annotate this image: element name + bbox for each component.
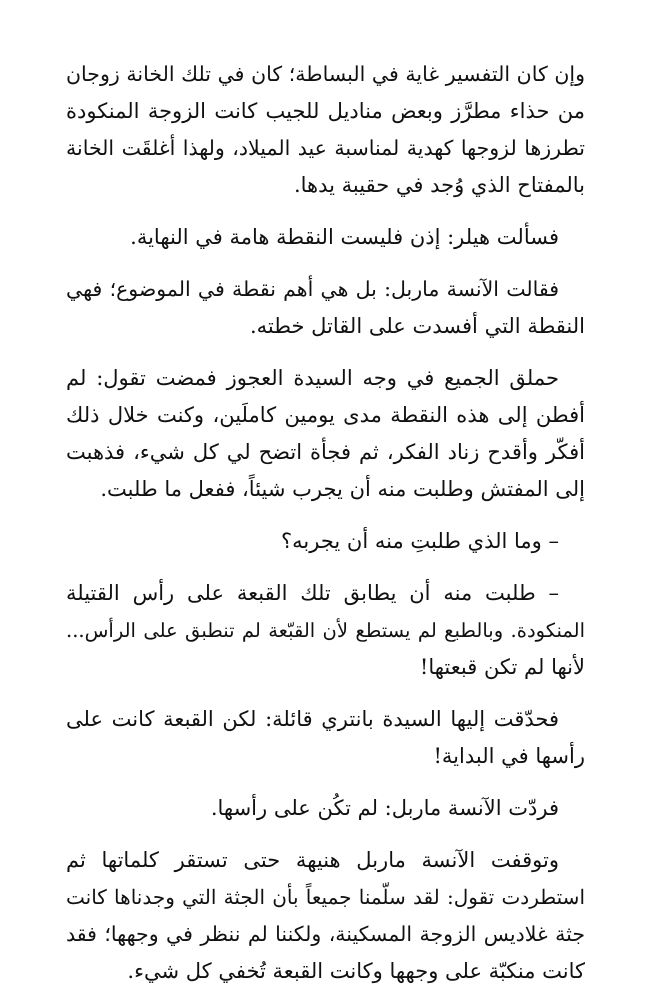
text-line: كانت منكبّة على وجهها وكانت القبعة تُخفي كل شيء. [127, 959, 585, 983]
text-line: بالمفتاح الذي وُجد في حقيبة يدها. [293, 173, 585, 197]
paragraph [66, 701, 585, 775]
paragraph [66, 790, 585, 827]
text-body [66, 56, 585, 990]
text-line: وتوقفت الآنسة ماربل هنيهة حتى تستقر كلماتها ثم [66, 848, 559, 872]
text-line: لأنها لم تكن قبعتها! [419, 655, 585, 679]
paragraph [66, 219, 585, 256]
paragraph [66, 271, 585, 345]
paragraph [66, 360, 585, 508]
text-line: وإن كان التفسير غاية في البساطة؛ كان في تلك الخانة زوجان [66, 62, 585, 86]
text-line: المنكودة. وبالطبع لم يستطع لأن القبّعة لم تنطبق على الرأس... [66, 619, 585, 642]
text-line: أفطن إلى هذه النقطة مدى يومين كاملَين، وكنت خلال ذلك [66, 403, 585, 427]
text-line: استطردت تقول: لقد سلّمنا جميعاً بأن الجثة التي وجدناها كانت [66, 885, 585, 909]
text-line: من حذاء مطرَّز وبعض مناديل للجيب كانت الزوجة المنكودة [66, 99, 585, 123]
text-line: فحدّقت إليها السيدة بانتري قائلة: لكن القبعة كانت على [66, 707, 559, 731]
text-line: النقطة التي أفسدت على القاتل خطته. [250, 314, 585, 338]
text-line: فسألت هيلر: إذن فليست النقطة هامة في النهاية. [130, 225, 559, 249]
text-line: – طلبت منه أن يطابق تلك القبعة على رأس القتيلة [66, 581, 559, 605]
text-line: تطرزها لزوجها كهدية لمناسبة عيد الميلاد، ولهذا أغلقَت الخانة [66, 136, 585, 160]
paragraph [66, 523, 585, 560]
text-line: – وما الذي طلبتِ منه أن يجربه؟ [281, 529, 559, 553]
text-line: فردّت الآنسة ماربل: لم تكُن على رأسها. [210, 796, 559, 820]
text-line: فقالت الآنسة ماربل: بل هي أهم نقطة في الموضوع؛ فهي [66, 277, 559, 301]
text-line: إلى المفتش وطلبت منه أن يجرب شيئاً، ففعل ما طلبت. [100, 477, 585, 501]
text-line: حملق الجميع في وجه السيدة العجوز فمضت تقول: لم [66, 366, 559, 390]
paragraph [66, 842, 585, 990]
paragraph [66, 56, 585, 204]
text-line: جثة غلاديس الزوجة المسكينة، ولكننا لم ننظر في وجهها؛ فقد [66, 922, 585, 946]
text-line: رأسها في البداية! [433, 744, 585, 768]
text-line: أفكّر وأقدح زناد الفكر، ثم فجأة اتضح لي كل شيء، فذهبت [66, 440, 585, 464]
paragraph [66, 575, 585, 686]
